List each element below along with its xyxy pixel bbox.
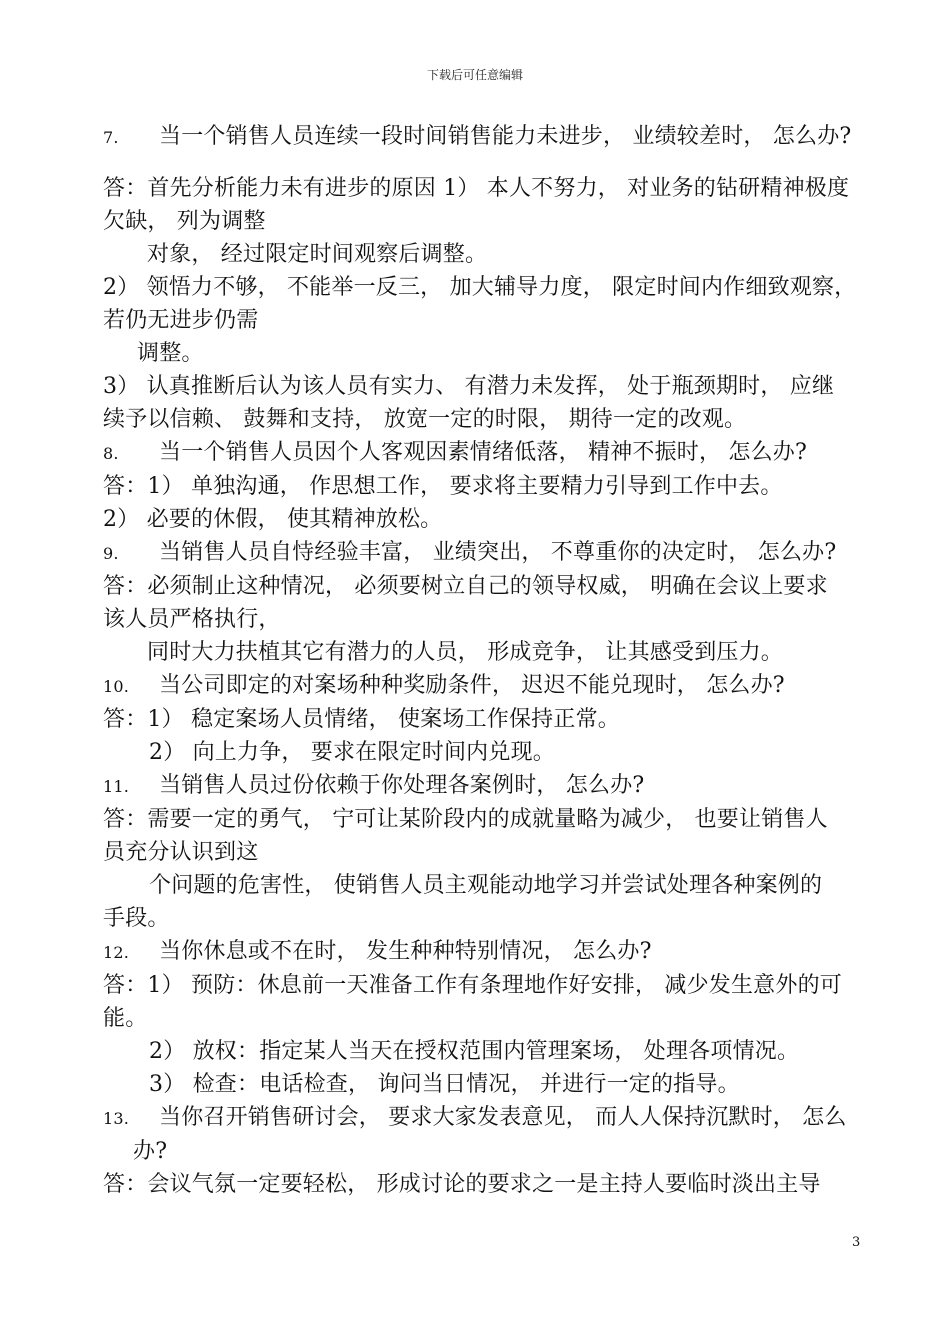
- answer-line: 答：1） 稳定案场人员情绪， 使案场工作保持正常。: [103, 707, 620, 732]
- answer-line: 3） 认真推断后认为该人员有实力、 有潜力未发挥， 处于瓶颈期时， 应继: [103, 374, 835, 399]
- answer-line: 手段。: [103, 906, 170, 931]
- answer-line: 对象， 经过限定时间观察后调整。: [147, 242, 488, 267]
- question-number: 9.: [103, 544, 119, 563]
- question-number: 12.: [103, 943, 130, 962]
- question-text: 当一个销售人员连续一段时间销售能力未进步， 业绩较差时， 怎么办?: [159, 124, 852, 149]
- question-text: 当销售人员过份依赖于你处理各案例时， 怎么办?: [159, 773, 645, 798]
- question-text: 当公司即定的对案场种种奖励条件， 迟迟不能兑现时， 怎么办?: [159, 673, 785, 698]
- answer-line: 答：会议气氛一定要轻松， 形成讨论的要求之一是主持人要临时淡出主导: [103, 1172, 821, 1197]
- question-text: 当销售人员自恃经验丰富， 业绩突出， 不尊重你的决定时， 怎么办?: [159, 540, 837, 565]
- question-12: [103, 935, 873, 969]
- answer-line: 答：1） 单独沟通， 作思想工作， 要求将主要精力引导到工作中去。: [103, 474, 783, 499]
- answer-line: 3） 检查：电话检查， 询问当日情况， 并进行一定的指导。: [149, 1072, 740, 1097]
- question-8: [103, 436, 873, 470]
- answer-line: 答：需要一定的勇气， 宁可让某阶段内的成就量略为减少， 也要让销售人: [103, 807, 828, 832]
- answer-line: 能。: [103, 1006, 148, 1031]
- answer-line: 2） 向上力争， 要求在限定时间内兑现。: [149, 740, 555, 765]
- question-continuation: 办?: [133, 1139, 168, 1164]
- answer-line: 续予以信赖、 鼓舞和支持， 放宽一定的时限， 期待一定的改观。: [103, 407, 747, 432]
- answer-line: 该人员严格执行，: [103, 607, 281, 632]
- answer-line: 若仍无进步仍需: [103, 308, 259, 333]
- question-number: 10.: [103, 677, 130, 696]
- answer-line: 2） 必要的休假， 使其精神放松。: [103, 507, 443, 532]
- answer-line: 员充分认识到这: [103, 840, 259, 865]
- document-body: [103, 120, 873, 1201]
- question-9: [103, 536, 873, 570]
- answer-line: 答：1） 预防：休息前一天准备工作有条理地作好安排， 减少发生意外的可: [103, 973, 842, 998]
- answer-line: 同时大力扶植其它有潜力的人员， 形成竞争， 让其感受到压力。: [147, 640, 783, 665]
- question-number: 7.: [103, 128, 119, 147]
- answer-line: 个问题的危害性， 使销售人员主观能动地学习并尝试处理各种案例的: [149, 873, 823, 898]
- question-number: 13.: [103, 1109, 130, 1128]
- answer-line: 调整。: [137, 341, 204, 366]
- answer-line: 答：必须制止这种情况， 必须要树立自己的领导权威， 明确在会议上要求: [103, 574, 828, 599]
- question-number: 8.: [103, 444, 119, 463]
- question-number: 11.: [103, 777, 130, 796]
- question-7: [103, 120, 873, 154]
- question-text: 当一个销售人员因个人客观因素情绪低落， 精神不振时， 怎么办?: [159, 440, 807, 465]
- answer-line: 2） 领悟力不够， 不能举一反三， 加大辅导力度， 限定时间内作细致观察，: [103, 275, 857, 300]
- page-number: 3: [852, 1235, 861, 1250]
- page-header: 下载后可任意编辑: [426, 68, 523, 82]
- question-13: [103, 1101, 873, 1135]
- question-text: 当你休息或不在时， 发生种种特别情况， 怎么办?: [159, 939, 652, 964]
- question-11: [103, 769, 873, 803]
- answer-line: 欠缺， 列为调整: [103, 209, 266, 234]
- answer-line: 答：首先分析能力未有进步的原因 1） 本人不努力， 对业务的钻研精神极度: [103, 176, 850, 201]
- answer-line: 2） 放权：指定某人当天在授权范围内管理案场， 处理各项情况。: [149, 1039, 800, 1064]
- question-text: 当你召开销售研讨会， 要求大家发表意见， 而人人保持沉默时， 怎么: [159, 1105, 847, 1130]
- question-10: [103, 669, 873, 703]
